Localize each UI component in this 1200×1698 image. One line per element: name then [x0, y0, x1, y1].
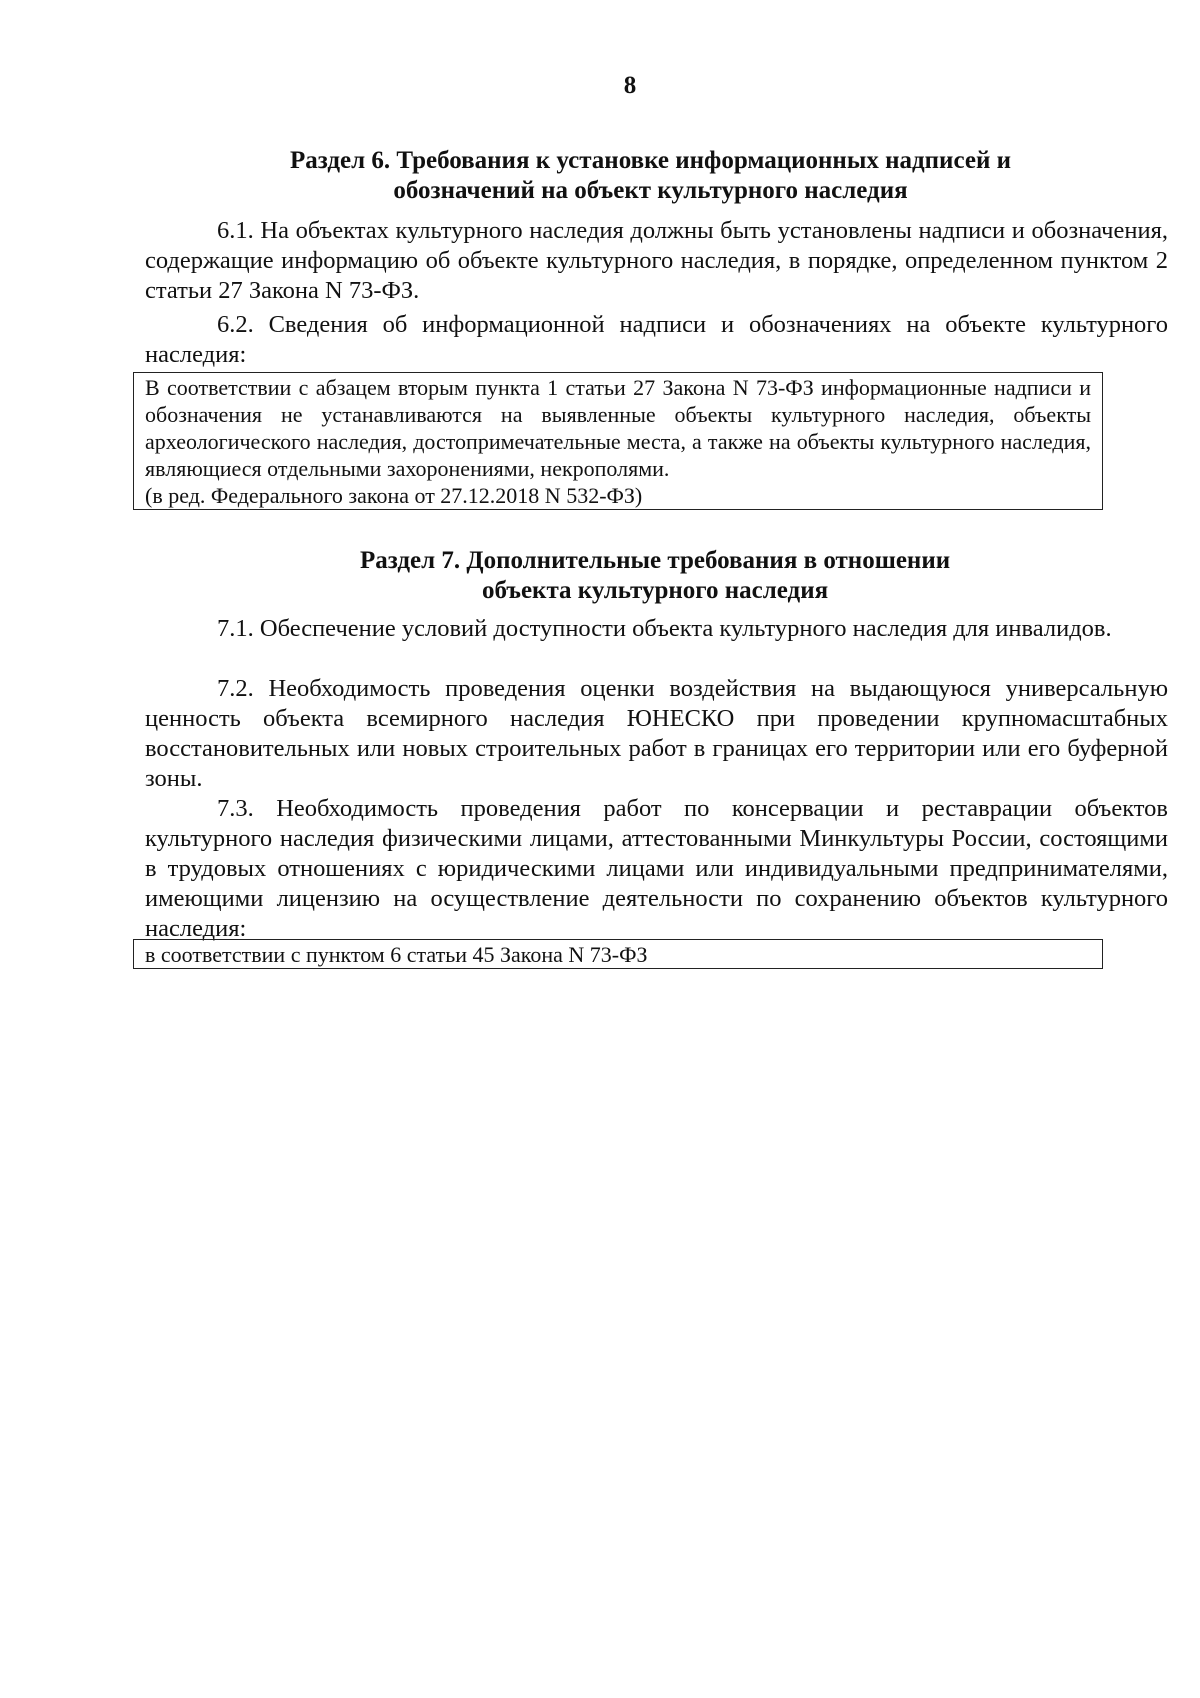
paragraph-7-3: 7.3. Необходимость проведения работ по консервации и реставрации объектов культурного наследия физическими лицами, аттестованными Минкультуры России, состоящими в трудовых отношениях с юридическими лицами или индивидуальными предпринимателями, имеющими лицензию на осуществление деятельности по сохранению объектов культурного наследия:: [145, 795, 1168, 942]
paragraph-7-1: 7.1. Обеспечение условий доступности объекта культурного наследия для инвалидов.: [217, 615, 1112, 642]
info-box-section-7: [133, 939, 1103, 969]
paragraph-7-2: 7.2. Необходимость проведения оценки воздействия на выдающуюся универсальную ценность объекта всемирного наследия ЮНЕСКО при проведении крупномасштабных восстановительных или новых строительных работ в границах его территории или его буферной зоны.: [145, 675, 1168, 792]
section-6-heading: [290, 146, 1011, 206]
paragraph-6-2: 6.2. Сведения об информационной надписи и обозначениях на объекте культурного наследия:: [145, 311, 1168, 368]
paragraph-6-1: 6.1. На объектах культурного наследия должны быть установлены надписи и обозначения, содержащие информацию об объекте культурного наследия, в порядке, определенном пунктом 2 статьи 27 Закона N 73-ФЗ.: [145, 217, 1168, 304]
info-box-section-6-note: (в ред. Федерального закона от 27.12.2018 N 532-ФЗ): [145, 483, 643, 508]
info-box-section-6: [133, 372, 1103, 510]
section-6-heading-line-1: Раздел 6. Требования к установке информационных надписей и: [290, 147, 1012, 174]
info-box-section-7-text: в соответствии с пунктом 6 статьи 45 Закона N 73-ФЗ: [145, 942, 648, 967]
section-7-heading-line-1: Раздел 7. Дополнительные требования в отношении: [360, 547, 951, 574]
info-box-section-6-text: В соответствии с абзацем вторым пункта 1 статьи 27 Закона N 73-ФЗ информационные надписи и обозначения не устанавливаются на выявленные объекты культурного наследия, объекты археологического наследия, достопримечательные места, а также на объекты культурного наследия, являющиеся отдельными захоронениями, некрополями.: [145, 375, 1091, 481]
section-6-heading-line-2: обозначений на объект культурного наследия: [393, 177, 908, 204]
section-7-heading: [360, 546, 950, 606]
page-number: 8: [623, 72, 637, 99]
section-7-heading-line-2: объекта культурного наследия: [482, 577, 829, 604]
